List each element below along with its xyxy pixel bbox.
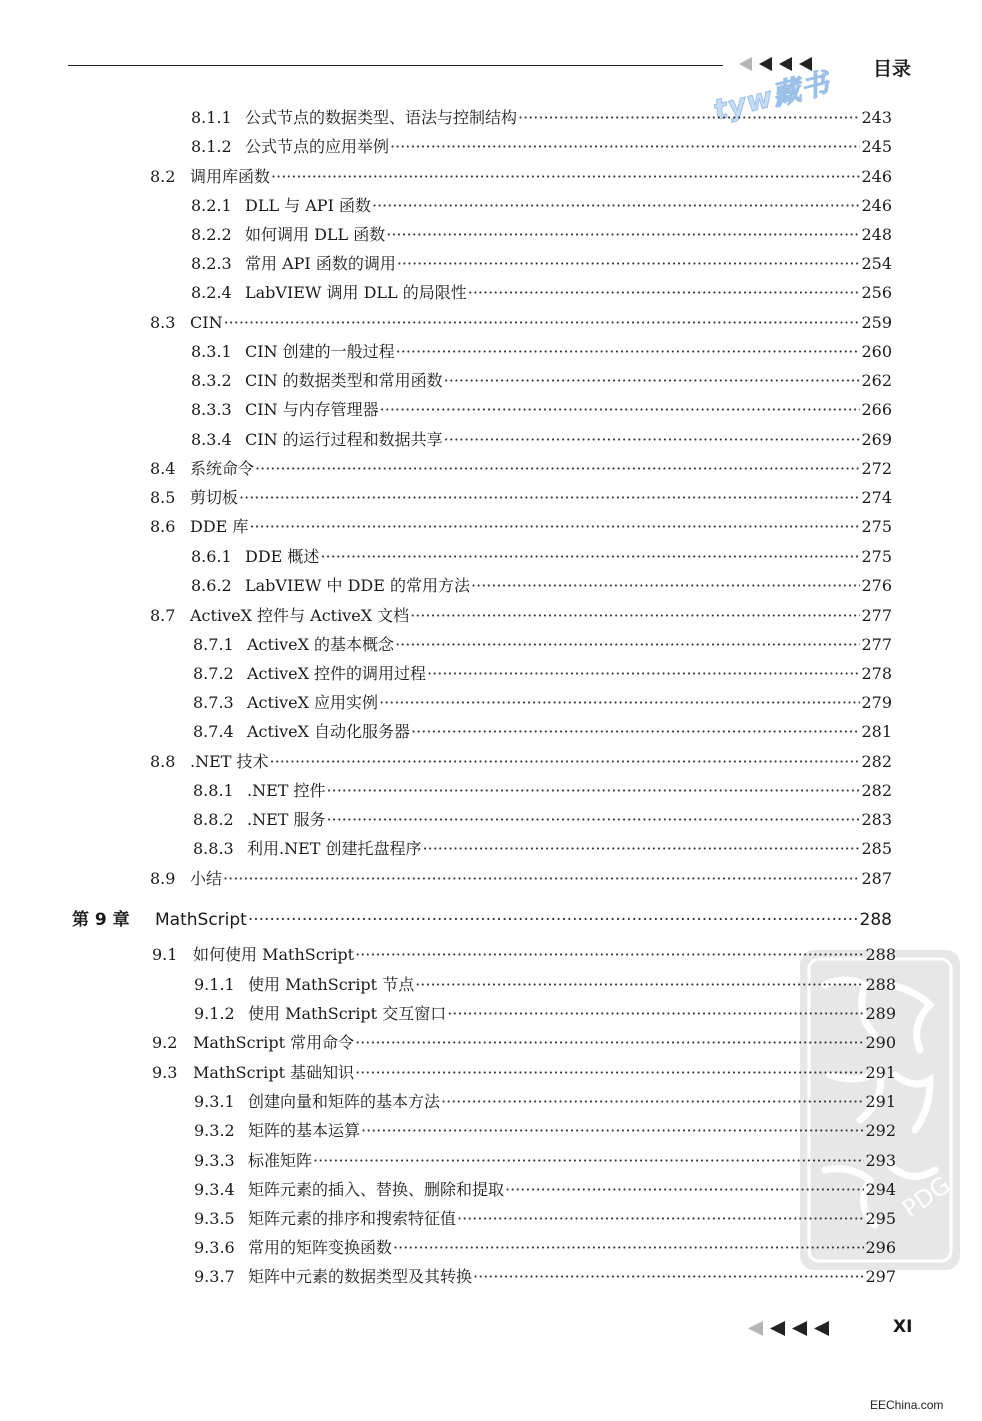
toc-entry-page: 266 bbox=[861, 400, 892, 419]
toc-entry-page: 288 bbox=[865, 975, 896, 994]
toc-entry bbox=[150, 459, 892, 479]
toc-entry bbox=[191, 576, 892, 596]
toc-entry bbox=[152, 945, 896, 965]
toc-entry-number: 8.3.1 bbox=[191, 342, 232, 361]
toc-entry bbox=[191, 225, 892, 245]
toc-entry-page: 254 bbox=[861, 254, 892, 273]
toc-entry bbox=[150, 167, 892, 187]
toc-entry-page: 243 bbox=[861, 108, 892, 127]
triangle-left-icon bbox=[790, 1320, 808, 1337]
toc-entry-number: 8.7.2 bbox=[193, 664, 234, 683]
toc-entry-number: 8.2.3 bbox=[191, 254, 232, 273]
toc-entry bbox=[191, 283, 892, 303]
toc-entry-page: 293 bbox=[865, 1151, 896, 1170]
toc-entry-title: 矩阵中元素的数据类型及其转换 bbox=[248, 1267, 473, 1286]
dot-leader bbox=[457, 1209, 864, 1229]
toc-entry-title: CIN 的数据类型和常用函数 bbox=[245, 371, 443, 390]
triangle-left-icon bbox=[757, 56, 773, 72]
toc-entry-page: 296 bbox=[865, 1238, 896, 1257]
toc-entry-title: MathScript bbox=[155, 910, 247, 930]
toc-entry bbox=[194, 1238, 896, 1258]
toc-entry-title: 如何使用 MathScript bbox=[193, 945, 355, 964]
toc-entry-number: 9.3.3 bbox=[194, 1151, 235, 1170]
source-credit: EEChina.com bbox=[870, 1398, 944, 1412]
toc-entry bbox=[194, 1209, 896, 1229]
toc-entry-number: 8.8 bbox=[150, 752, 176, 771]
toc-entry-number: 9.3.7 bbox=[194, 1267, 235, 1286]
toc-entry-page: 279 bbox=[861, 693, 892, 712]
toc-entry-page: 277 bbox=[861, 606, 892, 625]
toc-entry bbox=[72, 910, 892, 930]
toc-entry-title: 利用.NET 创建托盘程序 bbox=[247, 839, 422, 858]
toc-entry-title: .NET 服务 bbox=[247, 810, 326, 829]
dot-leader bbox=[380, 400, 861, 420]
toc-entry-page: 259 bbox=[861, 313, 892, 332]
toc-entry-number: 8.2.1 bbox=[191, 196, 232, 215]
toc-entry-page: 272 bbox=[861, 459, 892, 478]
dot-leader bbox=[249, 517, 860, 537]
toc-entry bbox=[150, 606, 892, 626]
toc-entry-title: CIN 的运行过程和数据共享 bbox=[245, 430, 443, 449]
toc-entry bbox=[191, 108, 892, 128]
toc-entry-page: 282 bbox=[861, 781, 892, 800]
toc-entry-number: 8.6.2 bbox=[191, 576, 232, 595]
toc-entry-page: 291 bbox=[865, 1063, 896, 1082]
toc-entry-title: 剪切板 bbox=[190, 488, 239, 507]
toc-entry-title: DDE 库 bbox=[190, 517, 249, 536]
toc-entry-title: .NET 技术 bbox=[190, 752, 269, 771]
toc-entry-number: 8.3.4 bbox=[191, 430, 232, 449]
toc-entry-title: DLL 与 API 函数 bbox=[245, 196, 371, 215]
dot-leader bbox=[271, 167, 860, 187]
dot-leader bbox=[518, 108, 860, 128]
toc-entry-number: 9.1.2 bbox=[194, 1004, 235, 1023]
toc-entry-title: 创建向量和矩阵的基本方法 bbox=[248, 1092, 441, 1111]
toc-entry-title: 如何调用 DLL 函数 bbox=[245, 225, 386, 244]
toc-entry-title: 使用 MathScript 交互窗口 bbox=[248, 1004, 447, 1023]
toc-entry-number: 8.3.3 bbox=[191, 400, 232, 419]
toc-entry-title: MathScript 基础知识 bbox=[193, 1063, 355, 1082]
triangle-left-icon bbox=[812, 1320, 830, 1337]
toc-entry-page: 288 bbox=[865, 945, 896, 964]
toc-entry bbox=[150, 752, 892, 772]
toc-entry-page: 290 bbox=[865, 1033, 896, 1052]
toc-entry bbox=[150, 488, 892, 508]
toc-entry-number: 8.5 bbox=[150, 488, 176, 507]
toc-entry-number: 8.2.4 bbox=[191, 283, 232, 302]
toc-entry-page: 260 bbox=[861, 342, 892, 361]
page-number: XI bbox=[893, 1317, 913, 1337]
toc-entry-title: ActiveX 控件的调用过程 bbox=[247, 664, 427, 683]
toc-entry-page: 246 bbox=[861, 196, 892, 215]
dot-leader bbox=[396, 342, 861, 362]
toc-entry bbox=[193, 635, 892, 655]
dot-leader bbox=[270, 752, 861, 772]
dot-leader bbox=[447, 1004, 864, 1024]
dot-leader bbox=[468, 283, 861, 303]
toc-entry-title: CIN bbox=[190, 313, 223, 332]
dot-leader bbox=[355, 1033, 864, 1053]
dot-leader bbox=[423, 839, 861, 859]
toc-entry-number: 9.3.4 bbox=[194, 1180, 235, 1199]
toc-entry-number: 8.3 bbox=[150, 313, 176, 332]
toc-entry-page: 294 bbox=[865, 1180, 896, 1199]
dot-leader bbox=[444, 371, 861, 391]
toc-entry-page: 245 bbox=[861, 137, 892, 156]
toc-entry-number: 9.3 bbox=[152, 1063, 178, 1082]
toc-entry bbox=[193, 693, 892, 713]
toc-entry bbox=[194, 1004, 896, 1024]
dot-leader bbox=[471, 576, 860, 596]
dot-leader bbox=[248, 910, 859, 930]
toc-entry-number: 8.8.3 bbox=[193, 839, 234, 858]
seal-text: PDG bbox=[897, 1170, 956, 1224]
toc-entry bbox=[194, 1092, 896, 1112]
toc-entry bbox=[152, 1063, 896, 1083]
header-rule bbox=[68, 65, 723, 66]
toc-entry bbox=[191, 254, 892, 274]
dot-leader bbox=[441, 1092, 864, 1112]
dot-leader bbox=[444, 430, 861, 450]
toc-entry-number: 9.3.5 bbox=[194, 1209, 235, 1228]
dot-leader bbox=[473, 1267, 864, 1287]
toc-entry-title: 常用的矩阵变换函数 bbox=[248, 1238, 393, 1257]
dot-leader bbox=[393, 1238, 864, 1258]
toc-entry-page: 278 bbox=[861, 664, 892, 683]
toc-entry bbox=[193, 722, 892, 742]
toc-entry-title: 公式节点的数据类型、语法与控制结构 bbox=[245, 108, 518, 127]
toc-entry-page: 277 bbox=[861, 635, 892, 654]
dot-leader bbox=[313, 1151, 864, 1171]
toc-entry-title: ActiveX 自动化服务器 bbox=[247, 722, 411, 741]
toc-entry-page: 287 bbox=[861, 869, 892, 888]
toc-entry-page: 291 bbox=[865, 1092, 896, 1111]
toc-entry-page: 256 bbox=[861, 283, 892, 302]
toc-entry-page: 274 bbox=[861, 488, 892, 507]
toc-entry-page: 248 bbox=[861, 225, 892, 244]
dot-leader bbox=[355, 1063, 864, 1083]
toc-entry-page: 282 bbox=[861, 752, 892, 771]
dot-leader bbox=[379, 693, 860, 713]
toc-entry bbox=[193, 810, 892, 830]
toc-entry-number: 8.7.4 bbox=[193, 722, 234, 741]
toc-entry-title: 矩阵的基本运算 bbox=[248, 1121, 361, 1140]
toc-entry-number: 8.7 bbox=[150, 606, 176, 625]
toc-entry-title: 标准矩阵 bbox=[248, 1151, 313, 1170]
dot-leader bbox=[320, 547, 860, 567]
toc-entry bbox=[194, 975, 896, 995]
toc-entry-number: 8.8.1 bbox=[193, 781, 234, 800]
toc-entry-number: 8.2.2 bbox=[191, 225, 232, 244]
toc-entry-title: 常用 API 函数的调用 bbox=[245, 254, 396, 273]
triangle-left-icon bbox=[746, 1320, 764, 1337]
dot-leader bbox=[223, 869, 860, 889]
dot-leader bbox=[386, 225, 860, 245]
toc-entry bbox=[193, 664, 892, 684]
toc-entry bbox=[191, 547, 892, 567]
dot-leader bbox=[327, 810, 861, 830]
toc-entry bbox=[194, 1121, 896, 1141]
header-title: 目录 bbox=[873, 58, 912, 80]
toc-entry-number: 8.4 bbox=[150, 459, 176, 478]
toc-entry-page: 283 bbox=[861, 810, 892, 829]
toc-entry bbox=[191, 371, 892, 391]
toc-entry bbox=[191, 400, 892, 420]
dot-leader bbox=[505, 1180, 864, 1200]
dot-leader bbox=[255, 459, 860, 479]
toc-entry bbox=[191, 430, 892, 450]
toc-entry bbox=[191, 342, 892, 362]
toc-entry-number: 9.1 bbox=[152, 945, 178, 964]
toc-entry-number: 8.1.1 bbox=[191, 108, 232, 127]
triangle-left-icon bbox=[768, 1320, 786, 1337]
toc-entry-number: 8.3.2 bbox=[191, 371, 232, 390]
toc-entry-number: 9.1.1 bbox=[194, 975, 235, 994]
toc-entry bbox=[193, 781, 892, 801]
toc-entry-page: 289 bbox=[865, 1004, 896, 1023]
toc-entry bbox=[193, 839, 892, 859]
dot-leader bbox=[390, 137, 860, 157]
toc-entry-page: 246 bbox=[861, 167, 892, 186]
toc-entry bbox=[152, 1033, 896, 1053]
dot-leader bbox=[415, 975, 864, 995]
dot-leader bbox=[397, 254, 861, 274]
toc-entry-number: 8.2 bbox=[150, 167, 176, 186]
toc-entry-number: 8.7.1 bbox=[193, 635, 234, 654]
footer-arrows bbox=[746, 1320, 830, 1337]
toc-entry-number: 8.7.3 bbox=[193, 693, 234, 712]
toc-entry bbox=[194, 1151, 896, 1171]
toc-entry-page: 275 bbox=[861, 547, 892, 566]
toc-entry-number: 8.9 bbox=[150, 869, 176, 888]
toc-entry-title: CIN 与内存管理器 bbox=[245, 400, 379, 419]
toc-entry-page: 281 bbox=[861, 722, 892, 741]
toc-entry-title: DDE 概述 bbox=[245, 547, 320, 566]
dot-leader bbox=[395, 635, 860, 655]
toc-entry-title: 矩阵元素的插入、替换、删除和提取 bbox=[248, 1180, 505, 1199]
toc-entry-title: 公式节点的应用举例 bbox=[245, 137, 390, 156]
toc-entry-title: LabVIEW 中 DDE 的常用方法 bbox=[245, 576, 471, 595]
toc-entry-page: 275 bbox=[861, 517, 892, 536]
toc-entry-title: CIN 创建的一般过程 bbox=[245, 342, 395, 361]
toc-entry-page: 292 bbox=[865, 1121, 896, 1140]
dot-leader bbox=[372, 196, 860, 216]
toc-entry-title: LabVIEW 调用 DLL 的局限性 bbox=[245, 283, 467, 302]
toc-entry bbox=[194, 1267, 896, 1287]
toc-entry-number: 9.3.6 bbox=[194, 1238, 235, 1257]
toc-entry-title: 系统命令 bbox=[190, 459, 255, 478]
toc-entry-number: 第 9 章 bbox=[72, 910, 130, 930]
triangle-left-icon bbox=[737, 56, 753, 72]
toc-entry bbox=[194, 1180, 896, 1200]
toc-entry-title: ActiveX 控件与 ActiveX 文档 bbox=[190, 606, 410, 625]
toc-entry-title: .NET 控件 bbox=[247, 781, 326, 800]
toc-entry-page: 276 bbox=[861, 576, 892, 595]
toc-entry-page: 269 bbox=[861, 430, 892, 449]
toc-entry-number: 8.8.2 bbox=[193, 810, 234, 829]
toc-entry bbox=[150, 869, 892, 889]
toc-entry-number: 8.1.2 bbox=[191, 137, 232, 156]
toc-entry-number: 9.3.1 bbox=[194, 1092, 235, 1111]
dot-leader bbox=[411, 722, 860, 742]
toc-entry-title: MathScript 常用命令 bbox=[193, 1033, 355, 1052]
dot-leader bbox=[327, 781, 861, 801]
toc-entry bbox=[150, 313, 892, 333]
toc-entry-page: 285 bbox=[861, 839, 892, 858]
toc-entry-number: 8.6.1 bbox=[191, 547, 232, 566]
toc-entry bbox=[150, 517, 892, 537]
watermark-text: tyw藏书 bbox=[710, 66, 834, 127]
toc-entry-title: 调用库函数 bbox=[190, 167, 271, 186]
toc-entry bbox=[191, 196, 892, 216]
toc-entry-title: 矩阵元素的排序和搜索特征值 bbox=[248, 1209, 457, 1228]
toc-entry-number: 8.6 bbox=[150, 517, 176, 536]
dot-leader bbox=[224, 313, 861, 333]
dot-leader bbox=[355, 945, 864, 965]
toc-entry-number: 9.2 bbox=[152, 1033, 178, 1052]
toc-entry-title: 使用 MathScript 节点 bbox=[248, 975, 415, 994]
toc-entry-page: 288 bbox=[859, 910, 892, 930]
dot-leader bbox=[427, 664, 860, 684]
toc-entry-page: 295 bbox=[865, 1209, 896, 1228]
toc-entry bbox=[191, 137, 892, 157]
toc-entry-page: 297 bbox=[865, 1267, 896, 1286]
toc-entry-title: 小结 bbox=[190, 869, 223, 888]
dot-leader bbox=[239, 488, 860, 508]
toc-entry-page: 262 bbox=[861, 371, 892, 390]
dot-leader bbox=[410, 606, 860, 626]
dot-leader bbox=[361, 1121, 864, 1141]
toc-entry-title: ActiveX 的基本概念 bbox=[247, 635, 395, 654]
toc-entry-number: 9.3.2 bbox=[194, 1121, 235, 1140]
toc-entry-title: ActiveX 应用实例 bbox=[247, 693, 379, 712]
